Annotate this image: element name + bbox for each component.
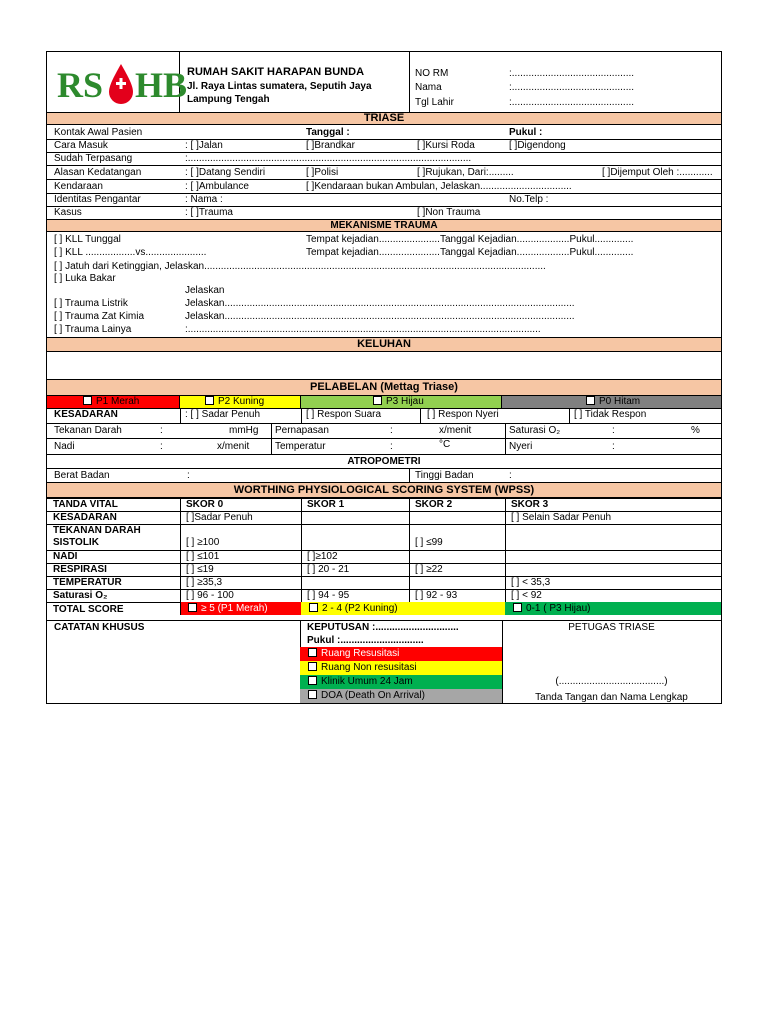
total-score-text: ≥ 5 (P1 Merah) [201,603,268,614]
atropometri-header: ATROPOMETRI [347,456,421,467]
tinggi-badan-label: Tinggi Badan [415,470,474,481]
mekanisme-header: MEKANISME TRAUMA [47,219,721,232]
wpss-divider [301,498,302,602]
cara-masuk-brandkar[interactable]: [ ]Brandkar [306,140,355,151]
keputusan-option[interactable] [300,661,502,675]
nyeri-colon: : [612,441,615,452]
kesadaran-respon-suara[interactable]: [ ] Respon Suara [306,409,382,420]
wpss-score-cell [409,576,505,589]
wpss-row-label: TEMPERATUR [53,577,122,588]
luka-bakar-jelaskan: Jelaskan [185,285,225,296]
cara-masuk-label: Cara Masuk [54,140,108,151]
svg-text:RS: RS [57,65,104,105]
tinggi-badan-colon: : [509,470,512,481]
field-nama-label: Nama [415,82,442,93]
kll-vs[interactable]: [ ] KLL ..................vs...................... [54,247,207,258]
checkbox[interactable] [308,690,317,699]
checkbox[interactable] [308,676,317,685]
total-score-option[interactable] [505,602,721,615]
checkbox[interactable] [513,603,522,612]
wpss-score-cell[interactable]: [ ] < 92 [511,590,542,601]
catatan-khusus-field[interactable] [47,634,300,704]
field-tgl-lahir-label: Tgl Lahir [415,97,454,108]
wpss-row-line [47,498,721,499]
trauma-listrik-value[interactable]: Jelaskan.............................................................................................................................. [185,298,575,309]
trauma-listrik[interactable]: [ ] Trauma Listrik [54,298,128,309]
logo-graphic [47,52,188,112]
jatuh-ketinggian[interactable]: [ ] Jatuh dari Ketinggian, Jelaskan........................................................................................................................... [54,261,546,272]
identitas-label: Identitas Pengantar [54,194,141,205]
wpss-row-label: TEKANAN DARAH SISTOLIK [53,525,141,548]
label-p2-caption: P2 Kuning [218,396,265,407]
wpss-row-line [47,576,721,577]
wpss-header-cell: SKOR 0 [186,499,224,510]
trauma-zat-kimia-value[interactable]: Jelaskan.............................................................................................................................. [185,311,575,322]
keputusan-options [300,647,502,704]
saturasi-unit: % [691,425,700,436]
wpss-score-cell[interactable]: [ ] ≥100 [186,537,220,548]
wpss-score-cell[interactable]: [ ] ≤101 [186,551,220,562]
trauma-lainya-value[interactable]: :............................................................................................................................... [185,324,541,335]
wpss-score-cell [409,511,505,524]
wpss-row-label: KESADARAN [53,512,117,523]
total-score-text: 0-1 ( P3 Hijau) [526,603,591,614]
wpss-divider [409,498,410,602]
signature-caption: Tanda Tangan dan Nama Lengkap [535,692,688,703]
tanggal-label: Tanggal : [306,127,350,138]
nyeri-label: Nyeri [509,441,533,452]
pernapasan-unit: x/menit [439,425,472,436]
label-p0-hitam[interactable] [502,396,721,408]
label-p1-caption: P1 Merah [96,396,140,407]
wpss-header-cell: SKOR 3 [511,499,549,510]
luka-bakar[interactable]: [ ] Luka Bakar [54,273,116,284]
label-p3-text [373,396,424,407]
wpss-score-cell[interactable]: [ ] Selain Sadar Penuh [511,512,612,523]
wpss-row-line [47,511,721,512]
wpss-header-cell: TANDA VITAL [53,499,118,510]
kasus-trauma[interactable]: : [ ]Trauma [185,207,233,218]
trauma-lainya[interactable]: [ ] Trauma Lainya [54,324,132,335]
hospital-address-1: Jl. Raya Lintas sumatera, Seputih Jaya [187,81,372,92]
field-no-rm-value[interactable]: :............................................ [509,68,635,79]
wpss-score-cell[interactable]: [ ] 92 - 93 [415,590,458,601]
wpss-score-cell [505,563,721,576]
wpss-row-line [47,563,721,564]
label-p3-caption: P3 Hijau [386,396,424,407]
wpss-score-cell[interactable]: [ ]Sadar Penuh [186,512,253,523]
wpss-divider [180,602,181,615]
wpss-score-cell[interactable]: [ ] ≥22 [415,564,443,575]
wpss-header-cell: SKOR 1 [307,499,345,510]
alasan-rujukan[interactable]: [ ]Rujukan, Dari:......... [417,167,514,178]
keputusan-option-label: Ruang Resusitasi [321,648,400,659]
wpss-header-cell: SKOR 2 [415,499,453,510]
identitas-nama[interactable]: : Nama : [185,194,223,205]
keluhan-field[interactable] [47,352,721,379]
label-p2-kuning[interactable] [180,396,301,408]
label-p1-merah[interactable] [47,396,180,408]
berat-badan-colon: : [187,470,190,481]
wpss-divider [180,498,181,602]
label-p3-hijau[interactable] [301,396,502,408]
wpss-score-cell [301,576,409,589]
kendaraan-non-ambulan[interactable]: [ ]Kendaraan bukan Ambulan, Jelaskan................................. [306,181,572,192]
wpss-score-cell[interactable]: [ ] 20 - 21 [307,564,350,575]
field-no-rm-label: NO RM [415,68,449,79]
cara-masuk-jalan[interactable]: : [ ]Jalan [185,140,223,151]
saturasi-colon: : [612,425,615,436]
kesadaran-sadar-penuh[interactable]: : [ ] Sadar Penuh [185,409,261,420]
tekanan-darah-unit: mmHg [229,425,259,436]
keputusan-option[interactable] [300,689,502,703]
nadi-colon: : [160,441,163,452]
wpss-score-cell[interactable]: [ ] ≥35,3 [186,577,223,588]
logo [47,52,188,112]
wpss-score-cell [301,524,409,550]
keputusan-option-label: Ruang Non resusitasi [321,662,417,673]
temperatur-unit: °C [439,439,451,450]
wpss-score-cell[interactable]: [ ] 96 - 100 [186,590,234,601]
label-p2-text [205,396,264,407]
wpss-divider [505,498,506,602]
wpss-score-cell[interactable]: [ ] ≤99 [415,537,443,548]
wpss-row-label: RESPIRASI [53,564,107,575]
signature-line[interactable]: (......................................) [555,676,668,687]
checkbox-p2[interactable] [205,396,214,405]
label-p0-text [586,396,640,407]
checkbox-p0[interactable] [586,396,595,405]
temperatur-label: Temperatur [275,441,326,452]
kontak-label: Kontak Awal Pasien [54,127,143,138]
wpss-row-line [47,524,721,525]
kesadaran-respon-nyeri[interactable]: [ ] Respon Nyeri [427,409,499,420]
wpss-score-cell[interactable]: [ ] ≤19 [186,564,214,575]
hospital-address-2: Lampung Tengah [187,94,270,105]
checkbox[interactable] [308,662,317,671]
trauma-zat-kimia[interactable]: [ ] Trauma Zat Kimia [54,311,145,322]
keputusan-option[interactable] [300,647,502,661]
kendaraan-ambulance[interactable]: : [ ]Ambulance [185,181,249,192]
nadi-unit: x/menit [217,441,250,452]
kesadaran-label: KESADARAN [54,409,118,420]
wpss-row-label: NADI [53,551,78,562]
checkbox[interactable] [188,603,197,612]
wpss-score-cell[interactable]: [ ] < 35,3 [511,577,551,588]
alasan-label: Alasan Kedatangan [54,167,142,178]
temperatur-colon: : [390,441,393,452]
checkbox[interactable] [308,648,317,657]
kesadaran-tidak-respon[interactable]: [ ] Tidak Respon [574,409,647,420]
wpss-score-cell[interactable]: [ ] 94 - 95 [307,590,350,601]
keluhan-header: KELUHAN [47,337,721,352]
alasan-dijemput[interactable]: [ ]Dijemput Oleh :............ [602,167,713,178]
tekanan-darah-label: Tekanan Darah [54,425,122,436]
field-tgl-lahir-value[interactable]: :............................................ [509,97,635,108]
keputusan-pukul[interactable]: Pukul :.............................. [307,635,424,646]
wpss-header: WORTHING PHYSIOLOGICAL SCORING SYSTEM (WPSS) [47,482,721,498]
triage-form [46,51,722,704]
tekanan-darah-colon: : [160,425,163,436]
kasus-label: Kasus [54,207,82,218]
wpss-score-cell[interactable]: [ ]≥102 [307,551,338,562]
saturasi-label: Saturasi O₂ [509,425,561,436]
keputusan-option-label: DOA (Death On Arrival) [321,690,425,701]
alasan-polisi[interactable]: [ ]Polisi [306,167,339,178]
nadi-label: Nadi [54,441,75,452]
checkbox[interactable] [309,603,318,612]
wpss-score-cell [505,550,721,563]
cara-masuk-kursi-roda[interactable]: [ ]Kursi Roda [417,140,475,151]
petugas-triase: PETUGAS TRIASE [568,622,655,633]
label-p0-caption: P0 Hitam [599,396,641,407]
cara-masuk-digendong[interactable]: [ ]Digendong [509,140,566,151]
total-score-text: 2 - 4 (P2 Kuning) [322,603,398,614]
field-nama-value[interactable]: :............................................ [509,82,635,93]
sudah-terpasang-label: Sudah Terpasang [54,153,133,164]
wpss-score-cell [409,550,505,563]
keputusan-option[interactable] [300,675,502,689]
kasus-non-trauma[interactable]: [ ]Non Trauma [417,207,481,218]
wpss-row-line [47,550,721,551]
svg-text:HB: HB [135,65,188,105]
alasan-datang-sendiri[interactable]: : [ ]Datang Sendiri [185,167,266,178]
berat-badan-label: Berat Badan [54,470,110,481]
checkbox-p1[interactable] [83,396,92,405]
keputusan[interactable]: KEPUTUSAN :.............................. [307,622,459,633]
triase-header: TRIASE [47,112,721,125]
hospital-name: RUMAH SAKIT HARAPAN BUNDA [187,66,365,78]
total-score-option[interactable] [180,602,301,615]
wpss-score-cell [301,511,409,524]
checkbox-p3[interactable] [373,396,382,405]
catatan-khusus: CATATAN KHUSUS [54,622,145,633]
pernapasan-label: Pernapasan [275,425,329,436]
kll-vs-detail[interactable]: Tempat kejadian......................Tanggal Kejadian...................Pukul.............. [306,247,634,258]
pelabelan-header: PELABELAN (Mettag Triase) [47,379,721,396]
label-p1-text [83,396,139,407]
pukul-label: Pukul : [509,127,543,138]
identitas-telp[interactable]: No.Telp : [509,194,549,205]
pernapasan-colon: : [390,425,393,436]
kendaraan-label: Kendaraan [54,181,103,192]
total-score-option[interactable] [301,602,505,615]
kll-tunggal-detail[interactable]: Tempat kejadian......................Tanggal Kejadian...................Pukul.............. [306,234,634,245]
total-score-label: TOTAL SCORE [53,604,124,615]
keputusan-option-label: Klinik Umum 24 Jam [321,676,413,687]
wpss-row-line [47,589,721,590]
kll-tunggal[interactable]: [ ] KLL Tunggal [54,234,121,245]
wpss-table [47,498,721,620]
wpss-row-label: Saturasi O₂ [53,590,108,601]
sudah-terpasang-value[interactable]: :...................................................................................................... [185,153,472,164]
wpss-score-cell [505,524,721,550]
